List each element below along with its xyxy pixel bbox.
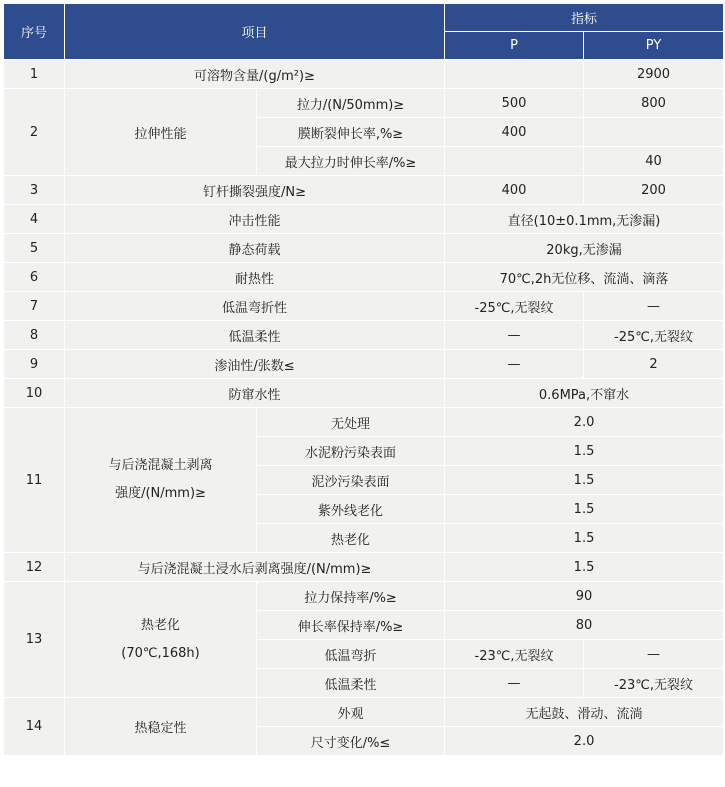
row-seq: 14	[4, 698, 65, 756]
row-seq: 1	[4, 60, 65, 89]
table-row	[4, 60, 724, 89]
row-subitem: 伸长率保持率/%≥	[257, 611, 445, 640]
row-subitem: 最大拉力时伸长率/%≥	[257, 147, 445, 176]
value-p: 400	[445, 118, 584, 147]
row-subitem: 低温柔性	[257, 669, 445, 698]
row-subitem: 紫外线老化	[257, 495, 445, 524]
row-seq: 6	[4, 263, 65, 292]
value-p: 500	[445, 89, 584, 118]
table-row	[4, 698, 724, 727]
header-seq: 序号	[4, 4, 65, 60]
row-subitem: 水泥粉污染表面	[257, 437, 445, 466]
value-shared: 0.6MPa,不窜水	[445, 379, 724, 408]
row-subitem: 低温弯折	[257, 640, 445, 669]
value-py: 2900	[584, 60, 724, 89]
row-group	[65, 408, 257, 553]
row-seq: 8	[4, 321, 65, 350]
row-item: 可溶物含量/(g/m²)≥	[65, 60, 445, 89]
row-subitem: 泥沙污染表面	[257, 466, 445, 495]
value-p: —	[445, 669, 584, 698]
row-group: 热稳定性	[65, 698, 257, 756]
value-py: 200	[584, 176, 724, 205]
row-item: 耐热性	[65, 263, 445, 292]
table-row	[4, 553, 724, 582]
value-py: —	[584, 292, 724, 321]
value-shared: 20kg,无渗漏	[445, 234, 724, 263]
value-shared: 1.5	[445, 466, 724, 495]
value-shared: 1.5	[445, 495, 724, 524]
value-shared: 2.0	[445, 727, 724, 756]
row-seq: 7	[4, 292, 65, 321]
header-p: P	[445, 32, 584, 60]
value-p	[445, 147, 584, 176]
row-item: 渗油性/张数≤	[65, 350, 445, 379]
value-p	[445, 60, 584, 89]
row-subitem: 膜断裂伸长率,%≥	[257, 118, 445, 147]
row-item: 静态荷载	[65, 234, 445, 263]
row-group-line2: 强度/(N/mm)≥	[115, 486, 206, 501]
row-seq: 13	[4, 582, 65, 698]
row-subitem: 尺寸变化/%≤	[257, 727, 445, 756]
value-shared: 无起鼓、滑动、流淌	[445, 698, 724, 727]
row-subitem: 拉力保持率/%≥	[257, 582, 445, 611]
row-group-line1: 与后浇混凝土剥离	[108, 458, 213, 473]
value-py: —	[584, 640, 724, 669]
row-group: 拉伸性能	[65, 89, 257, 176]
table-row	[4, 350, 724, 379]
value-p: —	[445, 321, 584, 350]
value-shared: 70℃,2h无位移、流淌、滴落	[445, 263, 724, 292]
table-row	[4, 582, 724, 611]
value-py	[584, 118, 724, 147]
value-shared: 80	[445, 611, 724, 640]
row-item: 钉杆撕裂强度/N≥	[65, 176, 445, 205]
table-row	[4, 176, 724, 205]
row-subitem: 无处理	[257, 408, 445, 437]
table-row	[4, 205, 724, 234]
value-py: -23℃,无裂纹	[584, 669, 724, 698]
row-seq: 12	[4, 553, 65, 582]
row-item: 与后浇混凝土浸水后剥离强度/(N/mm)≥	[65, 553, 445, 582]
value-p: -23℃,无裂纹	[445, 640, 584, 669]
row-seq: 11	[4, 408, 65, 553]
row-seq: 10	[4, 379, 65, 408]
value-py: 800	[584, 89, 724, 118]
spec-table	[3, 3, 724, 756]
value-shared: 2.0	[445, 408, 724, 437]
header-item: 项目	[65, 4, 445, 60]
row-seq: 2	[4, 89, 65, 176]
value-shared: 直径(10±0.1mm,无渗漏)	[445, 205, 724, 234]
value-shared: 90	[445, 582, 724, 611]
value-shared: 1.5	[445, 524, 724, 553]
row-subitem: 热老化	[257, 524, 445, 553]
row-item: 防窜水性	[65, 379, 445, 408]
header-py: PY	[584, 32, 724, 60]
table-row	[4, 89, 724, 118]
row-group	[65, 582, 257, 698]
table-row	[4, 408, 724, 437]
row-group-line1: 热老化	[140, 617, 180, 633]
table-row	[4, 234, 724, 263]
value-shared: 1.5	[445, 437, 724, 466]
row-subitem: 拉力/(N/50mm)≥	[257, 89, 445, 118]
row-seq: 4	[4, 205, 65, 234]
value-py: 2	[584, 350, 724, 379]
table-row	[4, 292, 724, 321]
table-row	[4, 263, 724, 292]
row-subitem: 外观	[257, 698, 445, 727]
row-seq: 9	[4, 350, 65, 379]
row-seq: 5	[4, 234, 65, 263]
row-item: 低温弯折性	[65, 292, 445, 321]
row-item: 低温柔性	[65, 321, 445, 350]
row-group-line2: (70℃,168h)	[121, 645, 200, 661]
table-row	[4, 379, 724, 408]
header-indicator: 指标	[445, 4, 724, 32]
row-item: 冲击性能	[65, 205, 445, 234]
value-py: -25℃,无裂纹	[584, 321, 724, 350]
value-p: —	[445, 350, 584, 379]
value-py: 40	[584, 147, 724, 176]
row-seq: 3	[4, 176, 65, 205]
value-p: -25℃,无裂纹	[445, 292, 584, 321]
value-shared: 1.5	[445, 553, 724, 582]
table-row	[4, 321, 724, 350]
value-p: 400	[445, 176, 584, 205]
